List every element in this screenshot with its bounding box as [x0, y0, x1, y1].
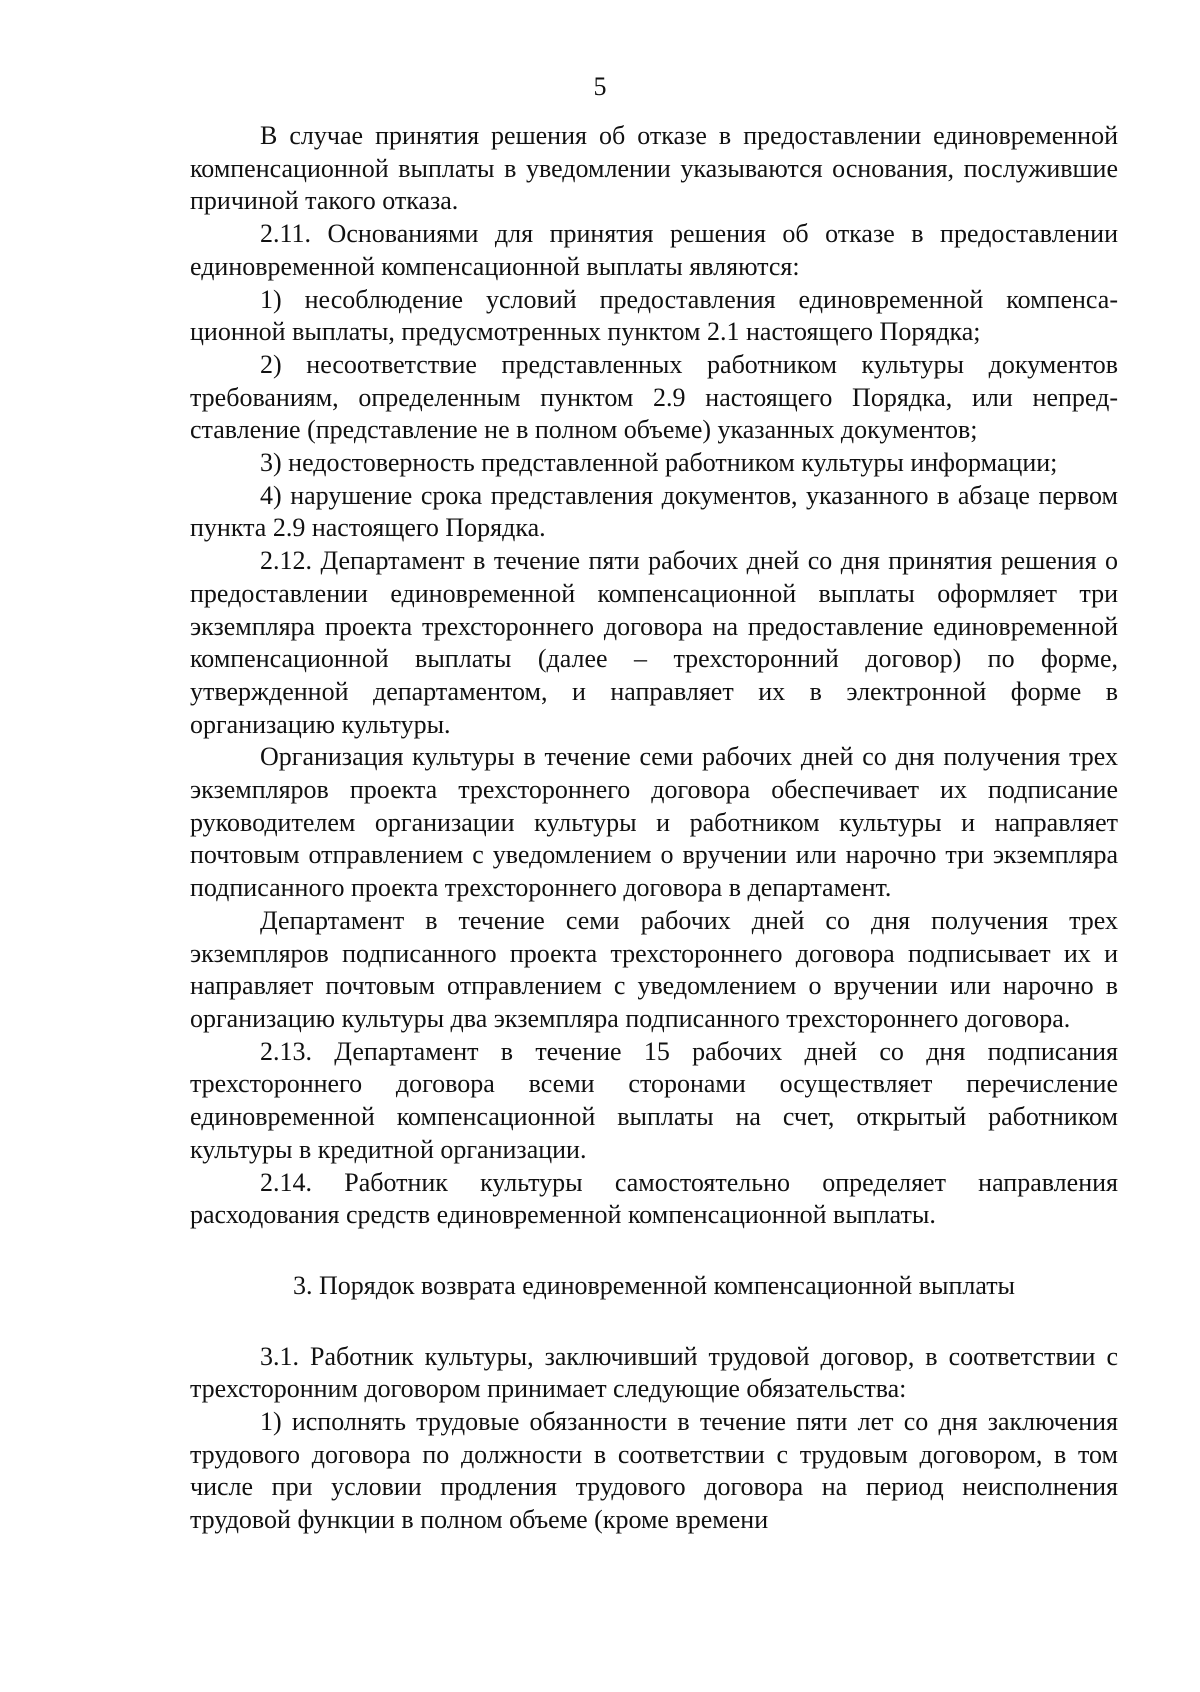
list-item-2-11-2: 2) несоответствие представленных работником культуры документов требованиям, определенным пунктом 2.9 настоящего Порядка, или непредставление (представление не в полном объеме) указанных документов;: [190, 349, 1118, 445]
list-item-2-11-1: 1) несоблюдение условий предоставления единовременной компенсационной выплаты, предусмотренных пунктом 2.1 настоящего Порядка;: [190, 284, 1118, 347]
paragraph-2-12-organization: Организация культуры в течение семи рабочих дней со дня получения трех экземпляров проекта трехстороннего договора обеспечивает их подписание руководителем организации культуры и работником культуры и направляет почтовым отправлением с уведомлением о вручении или нарочно три экземпляра подписанного проекта трехстороннего договора в департамент.: [190, 742, 1118, 903]
list-item-2-11-3: 3) недостоверность представленной работником культуры информации;: [260, 448, 1058, 478]
paragraph-refusal-notice: В случае принятия решения об отказе в предоставлении единовременной компенсационной выплаты в уведомлении указываются основания, послужившие причиной такого отказа.: [190, 121, 1118, 216]
section-heading: 3. Порядок возврата единовременной компенсационной выплаты: [292, 1270, 1016, 1300]
paragraph-3-1: 3.1. Работник культуры, заключивший трудовой договор, в соответствии с трехсторонним договором принимает следующие обязательства:: [190, 1341, 1118, 1404]
paragraph-2-12-department: Департамент в течение семи рабочих дней со дня получения трех экземпляров подписанного проекта трехстороннего договора подписывает их и направляет почтовым отправлением с уведомлением о вручении или нарочно в организацию культуры два экземпляра подписанного трехстороннего договора.: [190, 905, 1118, 1033]
list-item-2-11-4: 4) нарушение срока представления документов, указанного в абзаце первом пункта 2.9 настоящего Порядка.: [190, 480, 1118, 543]
document-body: [190, 120, 1118, 1537]
paragraph-2-12: 2.12. Департамент в течение пяти рабочих дней со дня принятия решения о предоставлении единовременной компенсационной выплаты оформляет три экземпляра проекта трехстороннего договора на предоставление единовременной компенсационной выплаты (далее – трехсторонний договор) по форме, утвержденной департаментом, и направляет их в электронной форме в организацию культуры.: [190, 546, 1118, 739]
paragraph-2-13: 2.13. Департамент в течение 15 рабочих дней со дня подписания трехстороннего договора всеми сторонами осуществляет перечисление единовременной компенсационной выплаты на счет, открытый работником культуры в кредитной организации.: [190, 1036, 1118, 1164]
list-item-3-1-1: 1) исполнять трудовые обязанности в течение пяти лет со дня заключения трудового договора по должности в соответствии с трудовым договором, в том числе при условии продления трудового договора на период неисполнения трудовой функции в полном объеме (кроме времени: [190, 1407, 1118, 1535]
paragraph-2-14: 2.14. Работник культуры самостоятельно определяет направления расходования средств единовременной компенсационной выплаты.: [190, 1167, 1118, 1230]
page-number: 5: [593, 72, 607, 101]
paragraph-2-11: 2.11. Основаниями для принятия решения об отказе в предоставлении единовременной компенсационной выплаты являются:: [190, 219, 1118, 281]
